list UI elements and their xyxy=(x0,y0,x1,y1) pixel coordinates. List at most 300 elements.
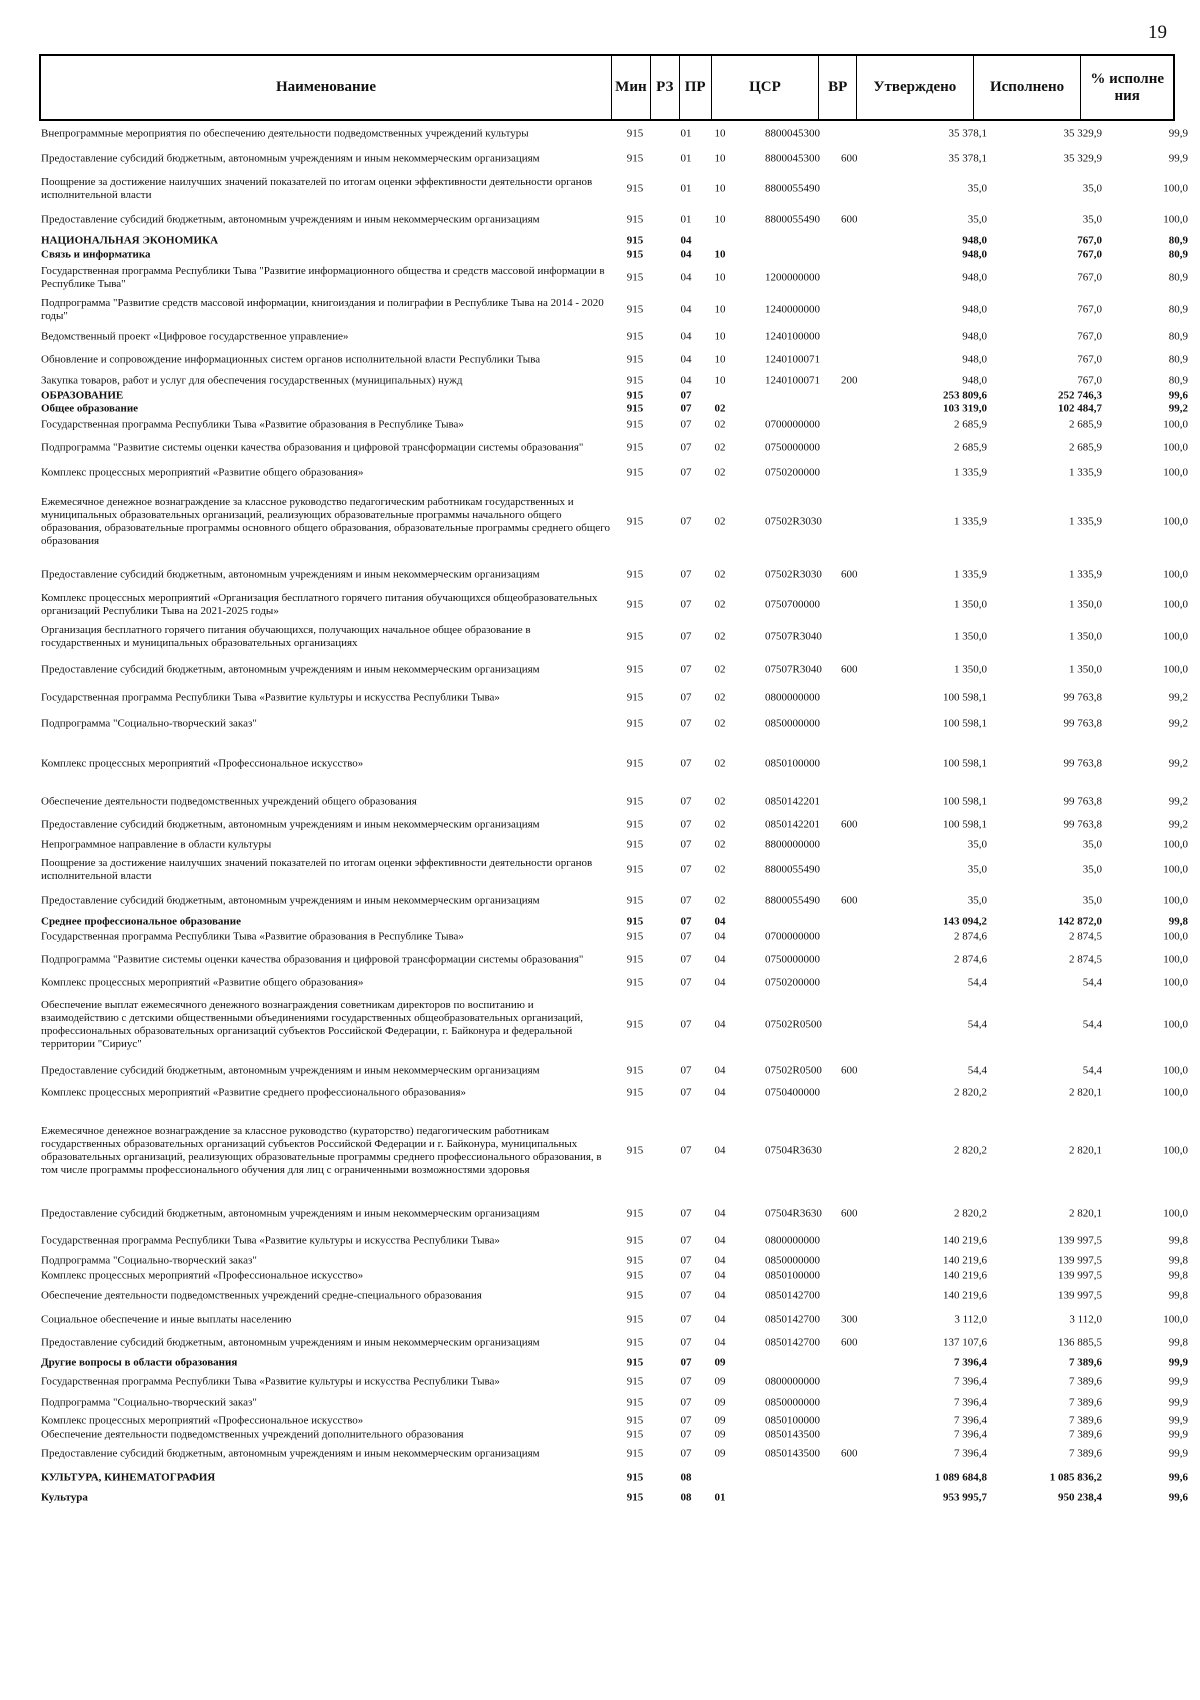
row-pr: 10 xyxy=(714,213,726,226)
row-csr: 0850143500 xyxy=(765,1428,820,1441)
row-percent: 100,0 xyxy=(1163,863,1188,875)
row-percent: 100,0 xyxy=(1163,466,1188,478)
row-pr: 10 xyxy=(714,353,726,366)
header-rz: РЗ xyxy=(651,56,680,119)
row-executed: 767,0 xyxy=(1077,234,1102,247)
row-csr: 0850142201 xyxy=(765,795,820,807)
row-pr: 02 xyxy=(714,441,726,454)
row-rz: 07 xyxy=(680,1269,692,1281)
row-executed: 767,0 xyxy=(1077,271,1102,284)
row-executed: 950 238,4 xyxy=(1058,1491,1102,1504)
row-percent: 99,9 xyxy=(1168,1356,1188,1368)
row-executed: 3 112,0 xyxy=(1069,1313,1102,1326)
row-approved: 948,0 xyxy=(962,248,987,261)
row-rz: 04 xyxy=(680,330,692,342)
table-row xyxy=(39,1199,1188,1228)
row-percent: 99,9 xyxy=(1168,1396,1188,1409)
row-name: Государственная программа Республики Тыва «Развитие культуры и искусства Республики Тыва» xyxy=(41,1234,500,1247)
row-rz: 07 xyxy=(680,515,692,528)
table-row xyxy=(39,1414,1188,1428)
row-pr: 04 xyxy=(714,1207,726,1219)
row-pr: 04 xyxy=(714,953,726,965)
row-executed: 139 997,5 xyxy=(1058,1269,1102,1281)
row-approved: 253 809,6 xyxy=(943,389,987,402)
row-approved: 948,0 xyxy=(962,303,987,315)
row-percent: 100,0 xyxy=(1163,976,1188,988)
row-csr: 07507R3040 xyxy=(765,630,822,643)
row-name: КУЛЬТУРА, КИНЕМАТОГРАФИЯ xyxy=(41,1471,216,1484)
row-vr: 200 xyxy=(841,374,858,387)
row-csr: 0800000000 xyxy=(765,1234,820,1247)
row-pr: 02 xyxy=(714,466,726,478)
table-row xyxy=(39,1268,1188,1283)
row-vr: 600 xyxy=(841,1207,858,1219)
row-csr: 0700000000 xyxy=(765,930,820,942)
row-name: Социальное обеспечение и иные выплаты населению xyxy=(41,1313,292,1326)
row-name: Предоставление субсидий бюджетным, автономным учреждениям и иным некоммерческим организациям xyxy=(41,818,540,831)
row-approved: 7 396,4 xyxy=(954,1414,987,1427)
row-percent: 99,2 xyxy=(1168,717,1188,729)
row-csr: 0850143500 xyxy=(765,1447,820,1459)
table-row xyxy=(39,975,1188,990)
table-row xyxy=(39,915,1188,929)
row-csr: 0750200000 xyxy=(765,976,820,988)
row-approved: 35,0 xyxy=(967,838,987,850)
row-percent: 100,0 xyxy=(1163,1018,1188,1031)
table-row xyxy=(39,1103,1188,1199)
row-executed: 767,0 xyxy=(1077,374,1102,387)
row-pr: 04 xyxy=(714,976,726,988)
row-percent: 99,2 xyxy=(1168,818,1188,831)
table-row xyxy=(39,620,1188,654)
row-name: Государственная программа Республики Тыва «Развитие культуры и искусства Республики Тыва» xyxy=(41,691,500,703)
row-rz: 04 xyxy=(680,353,692,366)
row-name: ОБРАЗОВАНИЕ xyxy=(41,389,124,402)
row-executed: 102 484,7 xyxy=(1058,402,1102,414)
row-rz: 04 xyxy=(680,234,692,247)
row-pr: 10 xyxy=(714,182,726,195)
row-name: Подпрограмма "Социально-творческий заказ" xyxy=(41,1396,257,1409)
row-percent: 99,2 xyxy=(1168,757,1188,769)
row-pr: 10 xyxy=(714,152,726,165)
row-name: Подпрограмма "Развитие системы оценки качества образования и цифровой трансформации системы образования" xyxy=(41,441,584,454)
table-row xyxy=(39,710,1188,737)
row-pr: 02 xyxy=(714,795,726,807)
row-executed: 139 997,5 xyxy=(1058,1234,1102,1247)
row-min: 915 xyxy=(626,691,644,703)
row-vr: 600 xyxy=(841,818,858,831)
row-csr: 0850000000 xyxy=(765,1396,820,1409)
row-csr: 07502R0500 xyxy=(765,1064,822,1077)
row-pr: 02 xyxy=(714,515,726,528)
table-row xyxy=(39,172,1188,206)
row-executed: 1 350,0 xyxy=(1069,598,1102,610)
row-pr: 04 xyxy=(714,1018,726,1031)
row-rz: 04 xyxy=(680,303,692,315)
row-csr: 0750000000 xyxy=(765,441,820,454)
row-percent: 100,0 xyxy=(1163,182,1188,195)
row-approved: 1 350,0 xyxy=(954,598,987,610)
row-approved: 140 219,6 xyxy=(943,1254,987,1267)
table-row xyxy=(39,1353,1188,1372)
row-min: 915 xyxy=(626,234,644,247)
row-rz: 07 xyxy=(680,1144,692,1157)
row-min: 915 xyxy=(626,303,644,315)
table-row xyxy=(39,1332,1188,1353)
row-min: 915 xyxy=(626,568,644,581)
row-rz: 07 xyxy=(680,976,692,988)
row-percent: 100,0 xyxy=(1163,1313,1188,1326)
table-row xyxy=(39,206,1188,234)
row-min: 915 xyxy=(626,374,644,387)
row-executed: 2 874,5 xyxy=(1069,953,1102,965)
row-approved: 7 396,4 xyxy=(954,1428,987,1441)
row-percent: 99,8 xyxy=(1168,1234,1188,1247)
row-executed: 767,0 xyxy=(1077,353,1102,366)
row-rz: 08 xyxy=(680,1471,692,1484)
row-csr: 8800055490 xyxy=(765,863,820,875)
header-name: Наименование xyxy=(41,56,612,119)
row-pr: 04 xyxy=(714,1254,726,1267)
row-pr: 01 xyxy=(714,1491,726,1504)
row-percent: 100,0 xyxy=(1163,930,1188,942)
row-approved: 948,0 xyxy=(962,330,987,342)
row-rz: 04 xyxy=(680,374,692,387)
row-rz: 07 xyxy=(680,691,692,703)
row-percent: 99,9 xyxy=(1168,1447,1188,1459)
row-approved: 2 820,2 xyxy=(954,1207,987,1219)
row-rz: 07 xyxy=(680,418,692,430)
row-name: Организация бесплатного горячего питания обучающихся, получающих начальное общее образование в государственных и муниципальных образовательных организациях xyxy=(41,624,531,649)
row-min: 915 xyxy=(626,1144,644,1157)
row-min: 915 xyxy=(626,598,644,610)
row-executed: 142 872,0 xyxy=(1058,915,1102,928)
row-pr: 10 xyxy=(714,271,726,284)
row-min: 915 xyxy=(626,271,644,284)
row-percent: 80,9 xyxy=(1168,234,1188,247)
row-min: 915 xyxy=(626,1289,644,1301)
row-executed: 1 335,9 xyxy=(1069,466,1102,478)
row-pr: 04 xyxy=(714,1064,726,1077)
row-rz: 07 xyxy=(680,915,692,928)
row-executed: 2 820,1 xyxy=(1069,1207,1102,1219)
row-percent: 80,9 xyxy=(1168,303,1188,315)
row-pr: 02 xyxy=(714,717,726,729)
row-csr: 0850100000 xyxy=(765,1414,820,1427)
row-executed: 7 389,6 xyxy=(1069,1414,1102,1427)
row-csr: 0850100000 xyxy=(765,1269,820,1281)
row-csr: 07502R3030 xyxy=(765,568,822,581)
row-min: 915 xyxy=(626,389,644,402)
row-rz: 07 xyxy=(680,1018,692,1031)
row-name: НАЦИОНАЛЬНАЯ ЭКОНОМИКА xyxy=(41,234,219,247)
row-min: 915 xyxy=(626,441,644,454)
row-vr: 600 xyxy=(841,152,858,165)
header-executed: Исполнено xyxy=(974,56,1082,119)
table-row xyxy=(39,1228,1188,1254)
row-rz: 07 xyxy=(680,1086,692,1098)
row-executed: 35,0 xyxy=(1082,894,1102,907)
row-min: 915 xyxy=(626,1375,644,1388)
row-min: 915 xyxy=(626,1234,644,1247)
row-min: 915 xyxy=(626,515,644,528)
row-rz: 01 xyxy=(680,182,692,195)
row-rz: 07 xyxy=(680,795,692,807)
row-rz: 04 xyxy=(680,248,692,261)
row-executed: 1 350,0 xyxy=(1069,630,1102,643)
row-name: Среднее профессиональное образование xyxy=(41,915,241,928)
row-rz: 07 xyxy=(680,930,692,942)
row-executed: 7 389,6 xyxy=(1069,1375,1102,1388)
row-name: Комплекс процессных мероприятий «Развитие общего образования» xyxy=(41,976,364,988)
row-rz: 07 xyxy=(680,568,692,581)
table-row xyxy=(39,434,1188,462)
row-approved: 35 378,1 xyxy=(948,127,987,140)
table-row xyxy=(39,122,1188,146)
row-min: 915 xyxy=(626,402,644,414)
row-min: 915 xyxy=(626,152,644,165)
row-executed: 136 885,5 xyxy=(1058,1336,1102,1348)
row-percent: 99,2 xyxy=(1168,402,1188,414)
row-min: 915 xyxy=(626,1414,644,1427)
row-executed: 139 997,5 xyxy=(1058,1289,1102,1301)
row-rz: 07 xyxy=(680,663,692,675)
row-executed: 7 389,6 xyxy=(1069,1356,1102,1368)
table-row xyxy=(39,389,1188,402)
row-rz: 07 xyxy=(680,1289,692,1301)
row-min: 915 xyxy=(626,182,644,195)
row-min: 915 xyxy=(626,1356,644,1368)
row-pr: 02 xyxy=(714,402,726,414)
row-csr: 1240100071 xyxy=(765,353,820,366)
row-csr: 0850100000 xyxy=(765,757,820,769)
row-approved: 35,0 xyxy=(967,213,987,226)
row-vr: 600 xyxy=(841,568,858,581)
row-name: Предоставление субсидий бюджетным, автономным учреждениям и иным некоммерческим организациям xyxy=(41,1064,540,1077)
row-approved: 953 995,7 xyxy=(943,1491,987,1504)
row-pr: 09 xyxy=(714,1447,726,1459)
table-row xyxy=(39,483,1188,561)
row-executed: 1 350,0 xyxy=(1069,663,1102,675)
row-rz: 07 xyxy=(680,894,692,907)
row-percent: 100,0 xyxy=(1163,568,1188,581)
row-executed: 767,0 xyxy=(1077,303,1102,315)
row-name: Культура xyxy=(41,1491,88,1504)
table-row xyxy=(39,1428,1188,1442)
row-rz: 07 xyxy=(680,466,692,478)
row-pr: 10 xyxy=(714,127,726,140)
row-min: 915 xyxy=(626,466,644,478)
row-percent: 80,9 xyxy=(1168,271,1188,284)
row-pr: 09 xyxy=(714,1396,726,1409)
row-name: Предоставление субсидий бюджетным, автономным учреждениям и иным некоммерческим организациям xyxy=(41,1207,540,1219)
row-approved: 7 396,4 xyxy=(954,1447,987,1459)
row-approved: 100 598,1 xyxy=(943,818,987,831)
row-name: Комплекс процессных мероприятий «Профессиональное искусство» xyxy=(41,757,364,769)
row-name: Государственная программа Республики Тыва «Развитие культуры и искусства Республики Тыва» xyxy=(41,1375,500,1388)
row-csr: 07502R0500 xyxy=(765,1018,822,1031)
row-rz: 07 xyxy=(680,441,692,454)
row-executed: 1 085 836,2 xyxy=(1049,1471,1102,1484)
row-rz: 04 xyxy=(680,271,692,284)
header-min: Мин xyxy=(612,56,651,119)
row-percent: 99,8 xyxy=(1168,1289,1188,1301)
row-min: 915 xyxy=(626,1018,644,1031)
row-min: 915 xyxy=(626,630,644,643)
row-rz: 07 xyxy=(680,1428,692,1441)
row-percent: 99,6 xyxy=(1168,389,1188,402)
row-csr: 0850000000 xyxy=(765,717,820,729)
row-percent: 100,0 xyxy=(1163,1064,1188,1077)
row-executed: 99 763,8 xyxy=(1063,757,1102,769)
row-percent: 80,9 xyxy=(1168,330,1188,342)
row-csr: 07507R3040 xyxy=(765,663,822,675)
row-min: 915 xyxy=(626,330,644,342)
row-min: 915 xyxy=(626,1269,644,1281)
row-min: 915 xyxy=(626,1254,644,1267)
row-percent: 99,9 xyxy=(1168,1375,1188,1388)
row-name: Комплекс процессных мероприятий «Развитие среднего профессионального образования» xyxy=(41,1086,467,1098)
row-executed: 35,0 xyxy=(1082,182,1102,195)
row-approved: 1 335,9 xyxy=(954,515,987,528)
row-executed: 2 820,1 xyxy=(1069,1144,1102,1157)
row-pr: 02 xyxy=(714,691,726,703)
table-row xyxy=(39,402,1188,415)
row-executed: 767,0 xyxy=(1077,248,1102,261)
row-min: 915 xyxy=(626,757,644,769)
row-csr: 0850142201 xyxy=(765,818,820,831)
row-name: Предоставление субсидий бюджетным, автономным учреждениям и иным некоммерческим организациям xyxy=(41,1336,540,1348)
table-row xyxy=(39,372,1188,390)
row-pr: 10 xyxy=(714,248,726,261)
row-executed: 54,4 xyxy=(1082,1064,1102,1077)
row-approved: 2 874,6 xyxy=(954,930,987,942)
row-csr: 1240100000 xyxy=(765,330,820,342)
row-approved: 140 219,6 xyxy=(943,1234,987,1247)
row-min: 915 xyxy=(626,795,644,807)
table-row xyxy=(39,1254,1188,1268)
row-pr: 04 xyxy=(714,1086,726,1098)
row-name: Подпрограмма "Социально-творческий заказ" xyxy=(41,717,257,729)
row-approved: 100 598,1 xyxy=(943,795,987,807)
row-name: Ежемесячное денежное вознаграждение за классное руководство (кураторство) педагогическим работникам государственных образовательных организаций субъектов Российской Федерации и г. Байконура, муниципальных образовательных организаций, реализующих образовательные программы среднего профессионального образования, в том числе программы профессионального обучения для лиц с ограниченными возможностями здоровья xyxy=(41,1125,602,1176)
row-name: Предоставление субсидий бюджетным, автономным учреждениям и иным некоммерческим организациям xyxy=(41,894,540,907)
row-approved: 2 820,2 xyxy=(954,1144,987,1157)
row-csr: 0750400000 xyxy=(765,1086,820,1098)
row-percent: 100,0 xyxy=(1163,515,1188,528)
row-name: Подпрограмма "Социально-творческий заказ" xyxy=(41,1254,257,1267)
table-row xyxy=(39,887,1188,915)
row-rz: 07 xyxy=(680,402,692,414)
page-number: 19 xyxy=(1148,22,1167,43)
row-executed: 35,0 xyxy=(1082,213,1102,226)
row-pr: 10 xyxy=(714,330,726,342)
row-csr: 8800045300 xyxy=(765,152,820,165)
header-percent: % исполне ния xyxy=(1090,70,1165,104)
row-rz: 07 xyxy=(680,1356,692,1368)
row-name: Подпрограмма "Развитие средств массовой информации, книгоиздания и полиграфии в Республике Тыва на 2014 - 2020 годы" xyxy=(41,296,604,322)
header-pr: ПР xyxy=(680,56,712,119)
row-min: 915 xyxy=(626,717,644,729)
row-percent: 80,9 xyxy=(1168,374,1188,387)
row-pr: 04 xyxy=(714,1289,726,1301)
row-rz: 07 xyxy=(680,818,692,831)
table-row xyxy=(39,262,1188,294)
row-min: 915 xyxy=(626,894,644,907)
table-row xyxy=(39,813,1188,837)
row-csr: 0800000000 xyxy=(765,691,820,703)
row-pr: 04 xyxy=(714,915,726,928)
row-min: 915 xyxy=(626,1471,644,1484)
row-rz: 07 xyxy=(680,838,692,850)
row-csr: 8800045300 xyxy=(765,127,820,140)
row-min: 915 xyxy=(626,1313,644,1326)
row-percent: 99,9 xyxy=(1168,1414,1188,1427)
row-executed: 767,0 xyxy=(1077,330,1102,342)
row-min: 915 xyxy=(626,1491,644,1504)
row-min: 915 xyxy=(626,1086,644,1098)
row-csr: 0750200000 xyxy=(765,466,820,478)
row-percent: 100,0 xyxy=(1163,598,1188,610)
row-min: 915 xyxy=(626,663,644,675)
table-row xyxy=(39,462,1188,483)
row-min: 915 xyxy=(626,353,644,366)
row-percent: 100,0 xyxy=(1163,663,1188,675)
row-executed: 35 329,9 xyxy=(1063,152,1102,165)
row-pr: 02 xyxy=(714,757,726,769)
row-pr: 02 xyxy=(714,598,726,610)
table-row xyxy=(39,234,1188,248)
row-executed: 252 746,3 xyxy=(1058,389,1102,402)
row-rz: 07 xyxy=(680,1064,692,1077)
row-approved: 54,4 xyxy=(967,1064,987,1077)
row-min: 915 xyxy=(626,1336,644,1348)
row-approved: 140 219,6 xyxy=(943,1289,987,1301)
row-approved: 100 598,1 xyxy=(943,757,987,769)
row-csr: 8800055490 xyxy=(765,213,820,226)
row-rz: 07 xyxy=(680,1396,692,1409)
row-percent: 100,0 xyxy=(1163,630,1188,643)
table-row xyxy=(39,415,1188,434)
row-approved: 54,4 xyxy=(967,976,987,988)
row-percent: 100,0 xyxy=(1163,1086,1188,1098)
row-pr: 02 xyxy=(714,663,726,675)
row-approved: 1 335,9 xyxy=(954,568,987,581)
row-percent: 99,6 xyxy=(1168,1471,1188,1484)
table-row xyxy=(39,294,1188,325)
row-approved: 35,0 xyxy=(967,182,987,195)
row-name: Внепрограммные мероприятия по обеспечению деятельности подведомственных учреждений культуры xyxy=(41,127,529,140)
row-name: Комплекс процессных мероприятий «Организация бесплатного горячего питания обучающихся общеобразовательных организаций Республики Тыва на 2021-2025 годы» xyxy=(41,591,598,617)
row-rz: 07 xyxy=(680,630,692,643)
row-vr: 600 xyxy=(841,1447,858,1459)
row-csr: 0850142700 xyxy=(765,1336,820,1348)
table-row xyxy=(39,1308,1188,1332)
row-rz: 07 xyxy=(680,953,692,965)
row-percent: 99,8 xyxy=(1168,1269,1188,1281)
row-pr: 02 xyxy=(714,630,726,643)
row-min: 915 xyxy=(626,127,644,140)
row-csr: 0800000000 xyxy=(765,1375,820,1388)
row-percent: 99,6 xyxy=(1168,1491,1188,1504)
row-name: Общее образование xyxy=(41,402,139,414)
row-approved: 100 598,1 xyxy=(943,691,987,703)
row-pr: 09 xyxy=(714,1414,726,1427)
row-min: 915 xyxy=(626,1207,644,1219)
row-executed: 1 335,9 xyxy=(1069,515,1102,528)
table-row xyxy=(39,837,1188,852)
row-approved: 2 820,2 xyxy=(954,1086,987,1098)
